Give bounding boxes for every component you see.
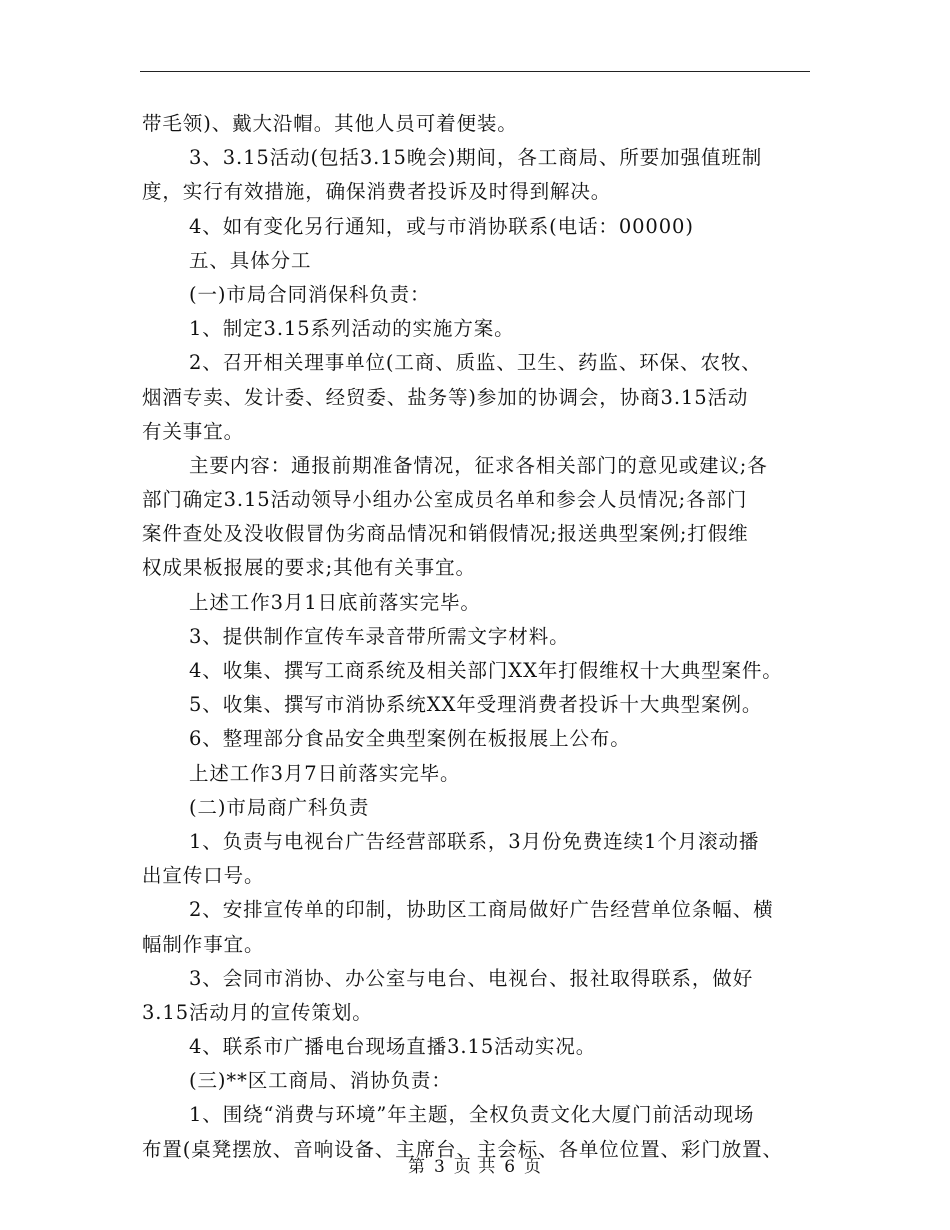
section-heading: 五、具体分工 xyxy=(189,248,312,272)
text-line: 布置(桌凳摆放、音响设备、主席台、主会标、各单位位置、彩门放置、 xyxy=(142,1137,783,1161)
text-line: 1、制定3.15系列活动的实施方案。 xyxy=(189,317,515,341)
text-line: 3、3.15活动(包括3.15晚会)期间，各工商局、所要加强值班制 xyxy=(189,146,763,170)
text-line: 有关事宜。 xyxy=(142,419,245,443)
total-pages: 6 xyxy=(504,1157,517,1177)
text-line: 1、围绕“消费与环境”年主题，全权负责文化大厦门前活动现场 xyxy=(189,1103,755,1127)
current-page-number: 3 xyxy=(433,1157,446,1177)
text-line: 3、会同市消协、办公室与电台、电视台、报社取得联系，做好 xyxy=(189,966,754,990)
page-number-middle: 页 共 xyxy=(453,1157,497,1177)
subsection-heading: (一)市局合同消保科负责： xyxy=(189,282,431,306)
page-number-prefix: 第 xyxy=(407,1157,426,1177)
subsection-heading: (二)市局商广科负责 xyxy=(189,795,370,819)
text-line: 4、联系市广播电台现场直播3.15活动实况。 xyxy=(189,1035,597,1059)
text-line: 3、提供制作宣传车录音带所需文字材料。 xyxy=(189,624,570,648)
text-line: 权成果板报展的要求;其他有关事宜。 xyxy=(142,556,476,580)
text-line: 1、负责与电视台广告经营部联系，3月份免费连续1个月滚动播 xyxy=(189,829,760,853)
text-line: 幅制作事宜。 xyxy=(142,932,265,956)
text-line: 6、整理部分食品安全典型案例在板报展上公布。 xyxy=(189,727,631,751)
text-line: 4、收集、撰写工商系统及相关部门XX年打假维权十大典型案件。 xyxy=(189,659,783,682)
text-line: 3.15活动月的宣传策划。 xyxy=(142,1000,373,1024)
text-line: 烟酒专卖、发计委、经贸委、盐务等)参加的协调会，协商3.15活动 xyxy=(142,385,749,409)
text-line: 4、如有变化另行通知，或与市消协联系(电话：00000) xyxy=(189,214,694,238)
text-line: 带毛领)、戴大沿帽。其他人员可着便装。 xyxy=(142,112,518,135)
text-line: 案件查处及没收假冒伪劣商品情况和销假情况;报送典型案例;打假维 xyxy=(142,522,749,546)
text-line: 2、安排宣传单的印制，协助区工商局做好广告经营单位条幅、横 xyxy=(189,898,774,922)
text-line: 5、收集、撰写市消协系统XX年受理消费者投诉十大典型案例。 xyxy=(189,693,763,717)
text-line: 出宣传口号。 xyxy=(142,864,265,888)
text-line: 上述工作3月1日底前落实完毕。 xyxy=(189,590,481,614)
text-line: 度，实行有效措施，确保消费者投诉及时得到解决。 xyxy=(142,180,612,204)
subsection-heading: (三)**区工商局、消协负责： xyxy=(189,1069,452,1093)
document-body xyxy=(142,107,810,1167)
page-footer xyxy=(0,1152,950,1177)
text-line: 部门确定3.15活动领导小组办公室成员名单和参会人员情况;各部门 xyxy=(142,488,748,512)
header-rule xyxy=(140,71,810,72)
text-line: 主要内容：通报前期准备情况，征求各相关部门的意见或建议;各 xyxy=(189,453,768,477)
text-line: 2、召开相关理事单位(工商、质监、卫生、药监、环保、农牧、 xyxy=(189,351,762,375)
text-line: 上述工作3月7日前落实完毕。 xyxy=(189,761,461,785)
page-number-suffix: 页 xyxy=(524,1157,543,1177)
